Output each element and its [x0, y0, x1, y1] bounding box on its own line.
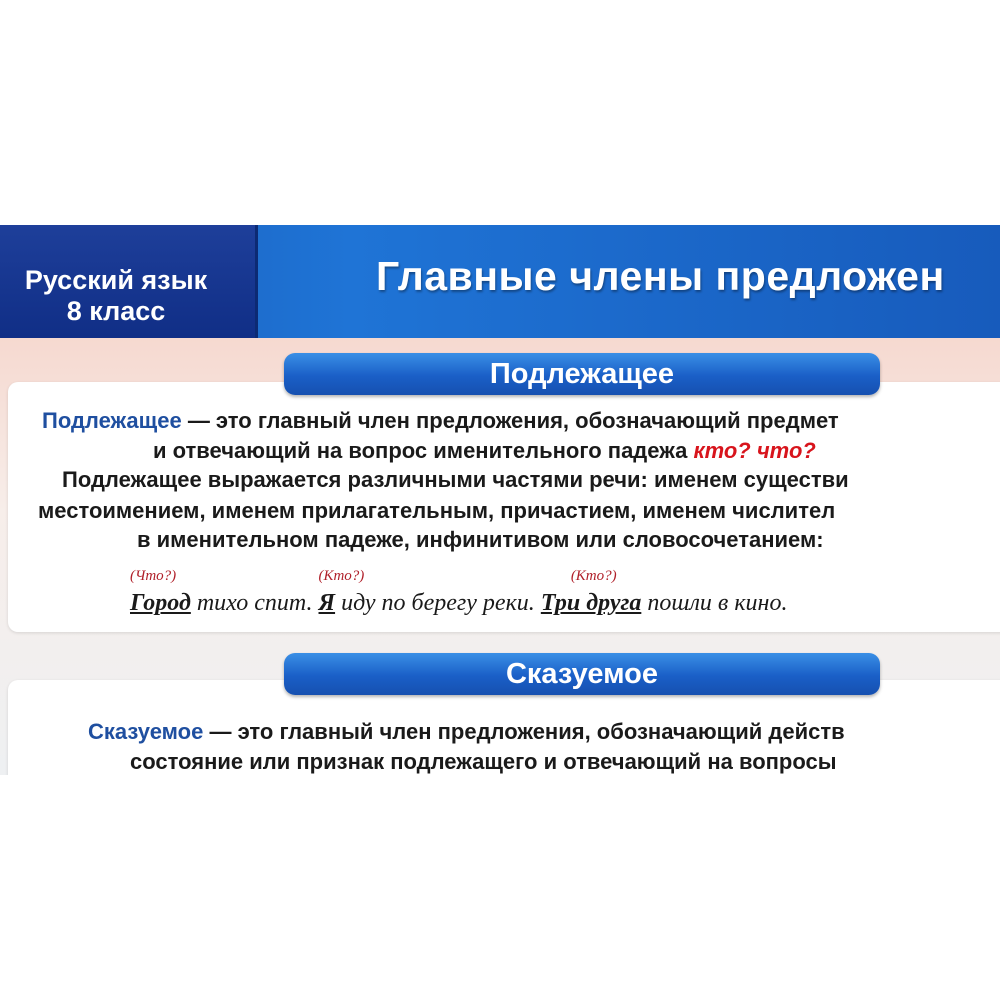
- header-banner: [0, 225, 1000, 338]
- page-title: Главные члены предложен: [376, 253, 945, 299]
- section-heading-predicate: Сказуемое: [284, 653, 880, 695]
- term-predicate: Сказуемое: [88, 719, 204, 744]
- term-subject: Подлежащее: [42, 408, 182, 433]
- example-key-word: Я: [318, 590, 336, 616]
- example-key-word: Три друга: [540, 590, 642, 616]
- case-question: кто? что?: [693, 438, 816, 463]
- definition-text: местоимением, именем прилагательным, причастием, именем числител: [38, 498, 836, 523]
- example-sentences: [130, 568, 788, 617]
- subject-label: [0, 265, 232, 327]
- poster: [0, 225, 1000, 775]
- example-subject-3: [540, 568, 642, 616]
- grade-label: 8 класс: [66, 296, 166, 326]
- subject-name: Русский язык: [24, 265, 208, 295]
- definition-line-4: [38, 498, 835, 524]
- definition-text: Подлежащее выражается различными частями речи: именем существи: [62, 467, 849, 492]
- example-subject-1: [130, 568, 191, 616]
- definition-line-2: [153, 438, 816, 464]
- example-rest-3: пошли в кино.: [641, 590, 788, 616]
- example-question-3: (Кто?): [570, 568, 617, 584]
- definition-text: — это главный член предложения, обозначающий действ: [203, 719, 845, 744]
- predicate-line-1: [88, 719, 845, 745]
- section-heading-subject: Подлежащее: [284, 353, 880, 395]
- example-question-2: (Кто?): [318, 568, 365, 584]
- definition-text: и отвечающий на вопрос именительного падежа: [153, 438, 694, 463]
- example-question-1: (Что?): [130, 568, 177, 584]
- example-rest-1: тихо спит.: [190, 590, 319, 616]
- definition-line-1: [42, 408, 839, 434]
- definition-text: состояние или признак подлежащего и отвечающий на вопросы: [130, 749, 837, 774]
- definition-line-3: [62, 467, 849, 493]
- definition-text: в именительном падеже, инфинитивом или словосочетанием:: [137, 527, 824, 552]
- predicate-line-2: [130, 749, 837, 775]
- definition-line-5: [137, 527, 824, 553]
- definition-text: — это главный член предложения, обозначающий предмет: [181, 408, 839, 433]
- example-key-word: Город: [130, 590, 191, 616]
- example-rest-2: иду по берегу реки.: [335, 590, 541, 616]
- example-subject-2: [318, 568, 365, 616]
- subject-block: [0, 225, 258, 338]
